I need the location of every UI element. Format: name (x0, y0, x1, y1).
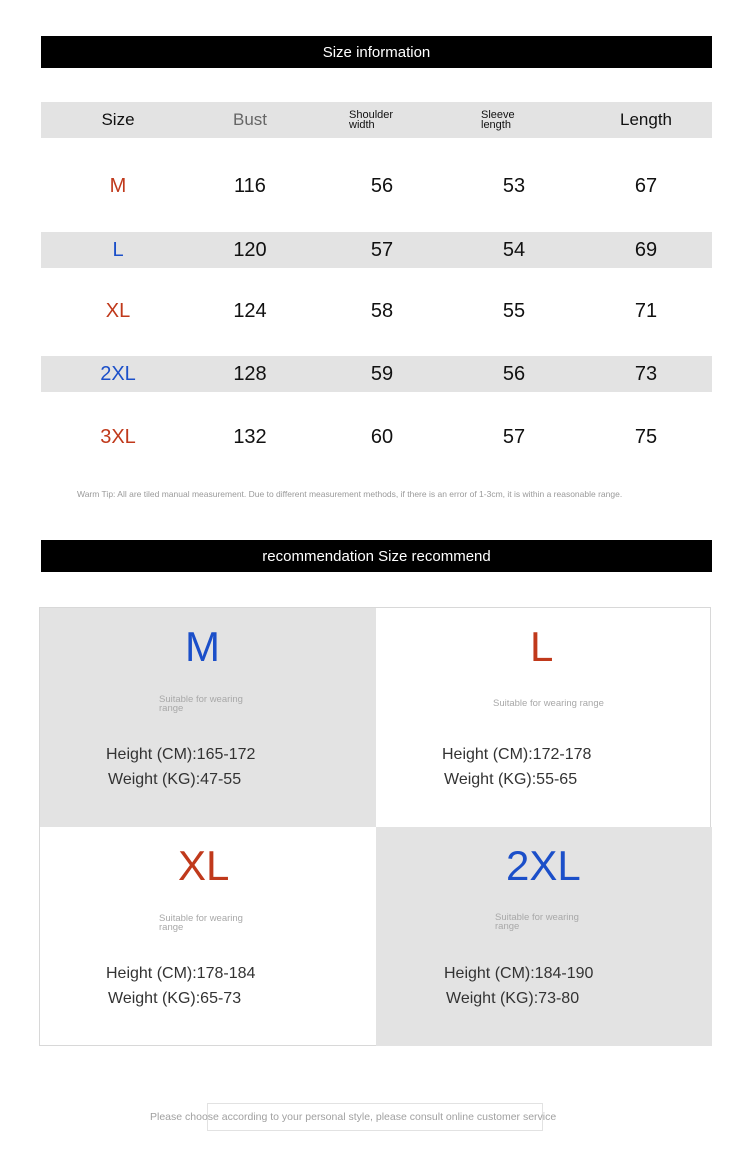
row-length: 69 (634, 238, 658, 261)
footer-note: Please choose according to your personal style, please consult online customer service (150, 1111, 557, 1123)
row-sleeve: 56 (502, 362, 526, 385)
recommendation-grid (39, 607, 711, 1046)
row-length: 73 (634, 362, 658, 385)
header-sleeve-line2: length (481, 119, 511, 131)
row-bust: 132 (233, 425, 267, 448)
header-shoulder-line2: width (349, 119, 375, 131)
row-size: 3XL (100, 425, 136, 448)
suitable-range-label: Suitable for wearing range (159, 694, 243, 714)
suitable-range-label: Suitable for wearing range (493, 698, 604, 709)
row-shoulder: 60 (370, 425, 394, 448)
recommend-size: L (530, 623, 554, 670)
row-shoulder: 56 (370, 174, 394, 197)
row-shoulder: 57 (370, 238, 394, 261)
header-length: Length (620, 110, 672, 129)
row-length: 67 (634, 174, 658, 197)
recommend-height: Height (CM):165-172 (106, 746, 256, 763)
recommend-card-xl (40, 827, 376, 1046)
header-sleeve-line1: Sleeve (481, 109, 515, 121)
warm-tip: Warm Tip: All are tiled manual measurement. Due to different measurement methods, if there is an error of 1-3cm, it is within a reasonable range. (77, 489, 623, 499)
row-shoulder: 58 (370, 299, 394, 322)
row-size: XL (105, 299, 131, 322)
recommend-card-2xl (376, 827, 712, 1046)
row-bust: 120 (233, 238, 267, 261)
header-shoulder-width (329, 102, 435, 138)
table-row (41, 419, 712, 455)
recommend-height: Height (CM):184-190 (444, 965, 594, 982)
recommend-card-l (376, 608, 712, 827)
size-information-banner (41, 36, 712, 68)
row-size: 2XL (100, 362, 136, 385)
header-bust: Bust (232, 110, 268, 129)
header-shoulder-line1: Shoulder (349, 109, 394, 121)
row-shoulder: 59 (370, 362, 394, 385)
recommend-weight: Weight (KG):55-65 (444, 771, 578, 788)
recommend-card-m (40, 608, 376, 827)
recommend-weight: Weight (KG):73-80 (446, 990, 580, 1007)
row-sleeve: 54 (502, 238, 526, 261)
recommendation-title: recommendation Size recommend (262, 547, 491, 565)
suitable-range-label: Suitable for wearing range (495, 912, 579, 932)
row-sleeve: 55 (502, 299, 526, 322)
row-size: M (109, 174, 127, 197)
recommend-measurements (106, 742, 255, 792)
size-information-title: Size information (322, 43, 431, 61)
row-sleeve: 57 (502, 425, 526, 448)
recommend-height: Height (CM):172-178 (442, 746, 592, 763)
recommend-measurements (442, 742, 591, 792)
row-sleeve: 53 (502, 174, 526, 197)
table-row (41, 293, 712, 329)
table-row (41, 168, 712, 204)
recommend-size: XL (178, 842, 230, 889)
row-bust: 128 (233, 362, 267, 385)
row-bust: 116 (234, 174, 266, 197)
recommend-measurements (106, 961, 255, 1011)
header-sleeve-length (461, 102, 567, 138)
row-size: L (112, 238, 124, 261)
row-length: 75 (634, 425, 658, 448)
table-header-row (41, 102, 712, 138)
table-row (41, 356, 712, 392)
recommend-height: Height (CM):178-184 (106, 965, 256, 982)
suitable-range-label: Suitable for wearing range (159, 913, 243, 933)
row-bust: 124 (233, 299, 267, 322)
recommend-measurements (444, 961, 593, 1011)
table-row (41, 232, 712, 268)
recommend-size: M (185, 623, 220, 670)
recommend-size: 2XL (506, 842, 581, 889)
header-size: Size (101, 110, 135, 129)
row-length: 71 (634, 299, 658, 322)
recommend-weight: Weight (KG):47-55 (108, 771, 242, 788)
recommend-weight: Weight (KG):65-73 (108, 990, 242, 1007)
recommendation-banner (41, 540, 712, 572)
